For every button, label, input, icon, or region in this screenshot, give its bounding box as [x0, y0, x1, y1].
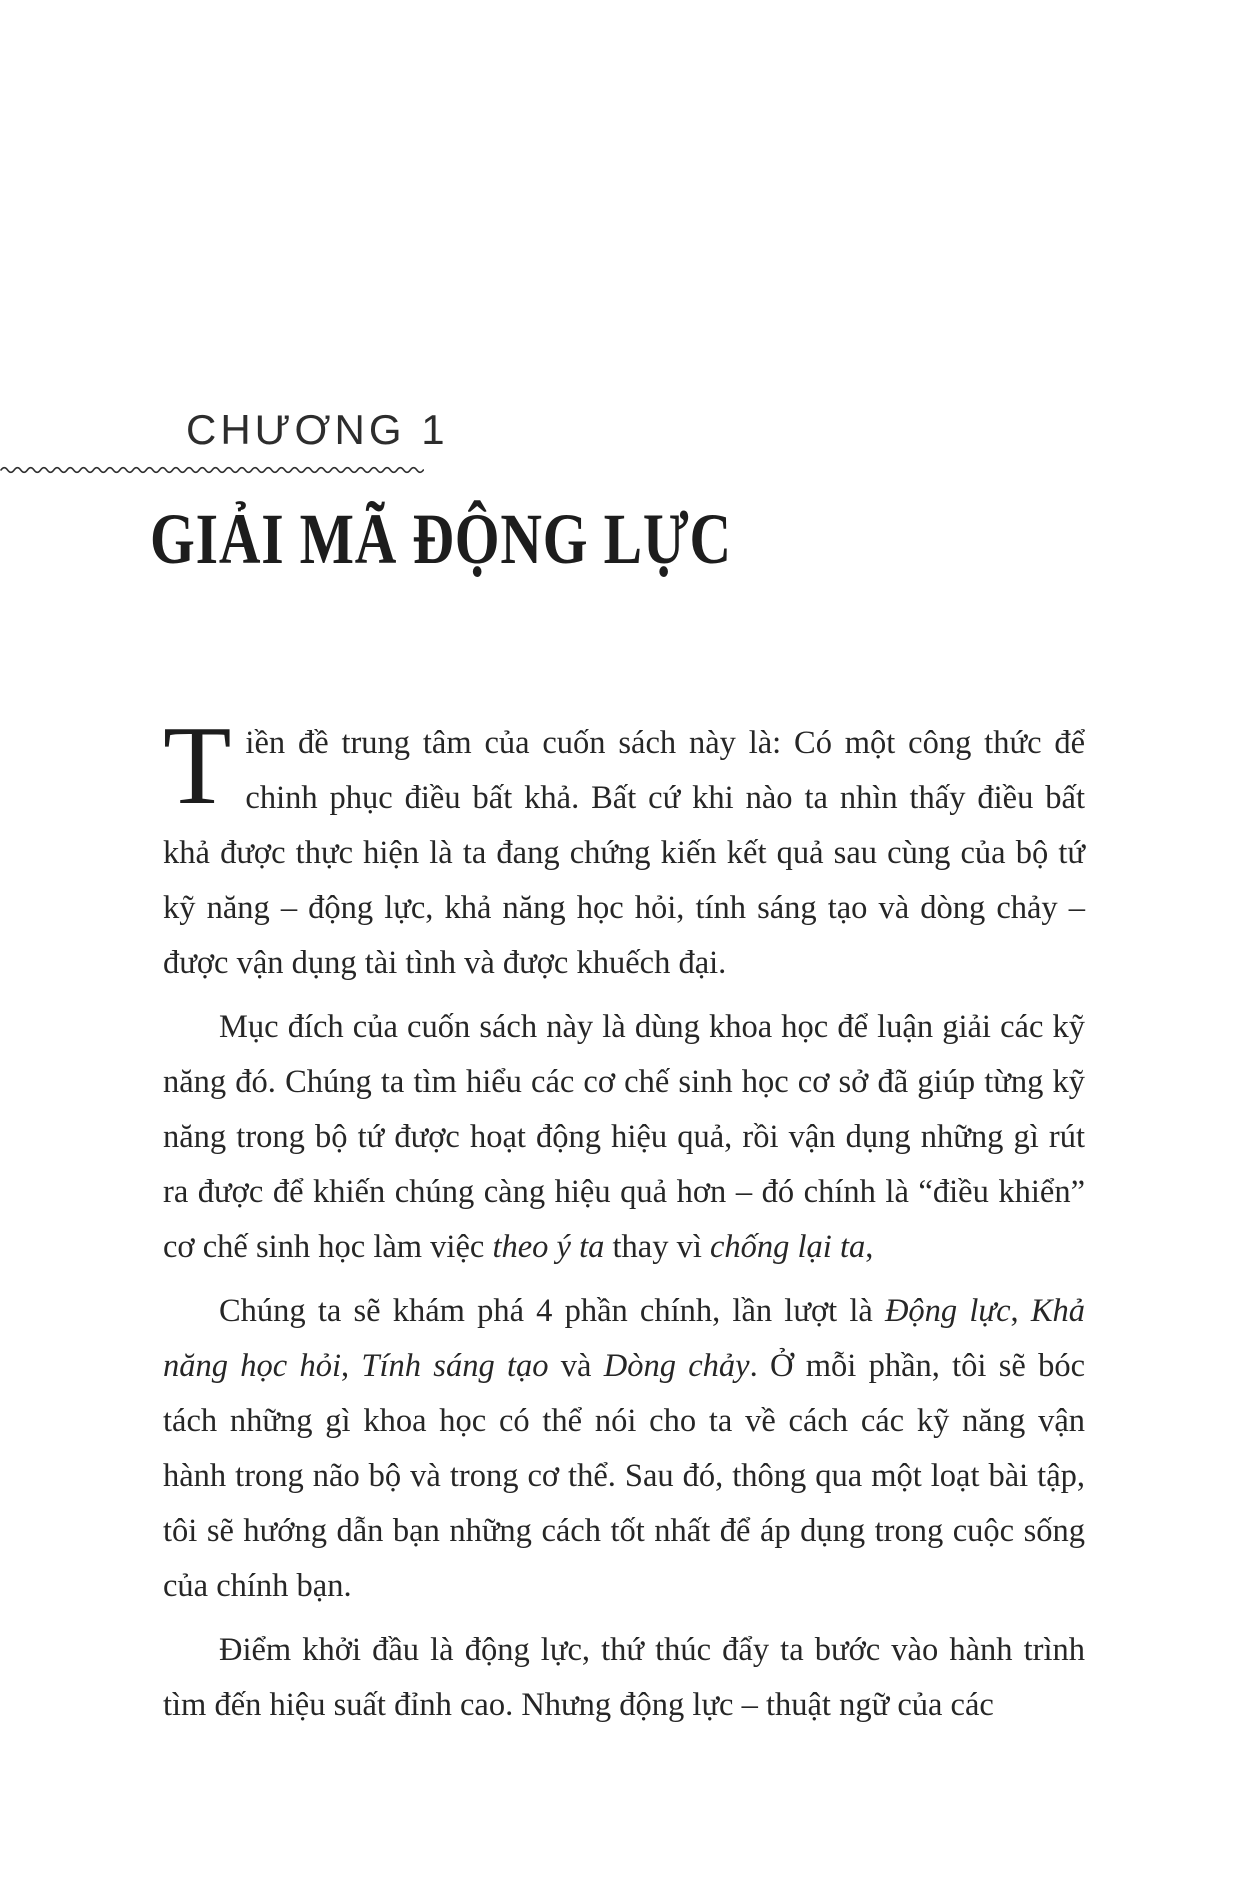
- paragraph: [163, 1284, 1085, 1614]
- text-run: Điểm khởi đầu là động lực, thứ thúc đẩy ta bước vào hành trình tìm đến hiệu suất đỉnh cao. Nhưng động lực – thuật ngữ của các: [163, 1632, 1085, 1723]
- text-run: thay vì: [604, 1229, 710, 1265]
- text-run: . Ở mỗi phần, tôi sẽ bóc tách những gì khoa học có thể nói cho ta về cách các kỹ năng vận hành trong não bộ và trong cơ thể. Sau đó, thông qua một loạt bài tập, tôi sẽ hướng dẫn bạn những cách tốt nhất để áp dụng trong cuộc sống của chính bạn.: [163, 1348, 1086, 1604]
- chapter-label: CHƯƠNG 1: [186, 406, 449, 453]
- paragraph: [163, 1000, 1085, 1275]
- italic-text-run: Động lực: [884, 1293, 1011, 1329]
- text-run: Mục đích của cuốn sách này là dùng khoa học để luận giải các kỹ năng đó. Chúng ta tìm hiểu các cơ chế sinh học cơ sở đã giúp từng kỹ năng trong bộ tứ được hoạt động hiệu quả, rồi vận dụng những gì rút ra được để khiến chúng càng hiệu quả hơn – đó chính là “điều khiển” cơ chế sinh học làm việc: [163, 1009, 1085, 1265]
- italic-text-run: Dòng chảy: [603, 1348, 750, 1384]
- drop-cap: T: [163, 704, 232, 828]
- chapter-title: GIẢI MÃ ĐỘNG LỰC: [150, 499, 732, 579]
- italic-text-run: Tính sáng tạo: [361, 1348, 549, 1384]
- text-run: và: [548, 1348, 604, 1384]
- italic-text-run: Khả năng học hỏi: [163, 1293, 1086, 1384]
- text-run: iền đề trung tâm của cuốn sách này là: Có một công thức để chinh phục điều bất khả. Bất cứ khi nào ta nhìn thấy điều bất khả được thực hiện là ta đang chứng kiến kết quả sau cùng của bộ tứ kỹ năng – động lực, khả năng học hỏi, tính sáng tạo và dòng chảy – được vận dụng tài tình và được khuếch đại.: [163, 725, 1085, 981]
- text-run: ,: [865, 1229, 874, 1265]
- text-run: ,: [1010, 1293, 1031, 1329]
- italic-text-run: theo ý ta: [492, 1229, 605, 1265]
- body-text: [163, 704, 1086, 1742]
- italic-text-run: chống lại ta: [709, 1229, 866, 1265]
- wavy-line-path: [1, 468, 423, 473]
- paragraph: [163, 1623, 1085, 1733]
- text-run: ,: [341, 1348, 362, 1384]
- paragraph: [163, 704, 1085, 991]
- text-run: Chúng ta sẽ khám phá 4 phần chính, lần lượt là: [219, 1293, 885, 1329]
- wavy-line-decoration: [0, 464, 424, 476]
